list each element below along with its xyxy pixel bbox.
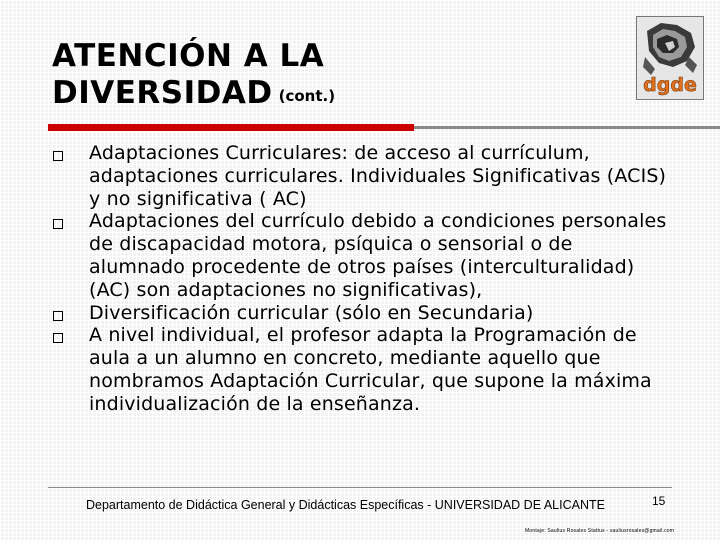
bullet-item [50,142,670,210]
slide-title [52,38,612,115]
title-line-1: ATENCIÓN A LA [52,38,325,74]
footer-department: Departamento de Didáctica General y Didácticas Específicas - UNIVERSIDAD DE ALICANTE [86,498,605,512]
bullet-item [50,302,670,325]
dgde-logo [636,16,704,100]
dgde-logo-graphic [637,17,703,99]
bullet-text: Diversificación curricular (sólo en Secundaria) [89,301,534,324]
square-bullet-icon [53,311,63,321]
bullet-text: Adaptaciones del currículo debido a condiciones personales de discapacidad motora, psíquica o sensorial o de alumnado procedente de otros países (interculturalidad) (AC) son adaptaciones no significativas), [89,210,667,301]
title-line-2 [52,75,612,115]
logo-text: dgde [643,74,697,96]
bullet-item [50,210,670,301]
title-suffix: (cont.) [278,87,336,105]
square-bullet-icon [53,219,63,229]
footer-credit: Montaje: Saulius Rosales Stattus - sauliusrosales@gmail.com [525,528,675,534]
page-number: 15 [652,494,666,508]
bullet-list [50,142,670,416]
square-bullet-icon [53,151,63,161]
title-underline-gray [414,126,720,129]
footer-divider [48,487,672,488]
title-underline-red [48,124,414,131]
bullet-text: A nivel individual, el profesor adapta la Programación de aula a un alumno en concreto, mediante aquello que nombramos Adaptación Curricular, que supone la máxima individualización de la enseñanza. [89,324,652,415]
bullet-item [50,324,670,415]
bullet-text: Adaptaciones Curriculares: de acceso al currículum, adaptaciones curriculares. Individuales Significativas (ACIS) y no significativa ( AC) [89,142,667,210]
title-line-2-text: DIVERSIDAD [52,75,273,111]
square-bullet-icon [53,333,63,343]
